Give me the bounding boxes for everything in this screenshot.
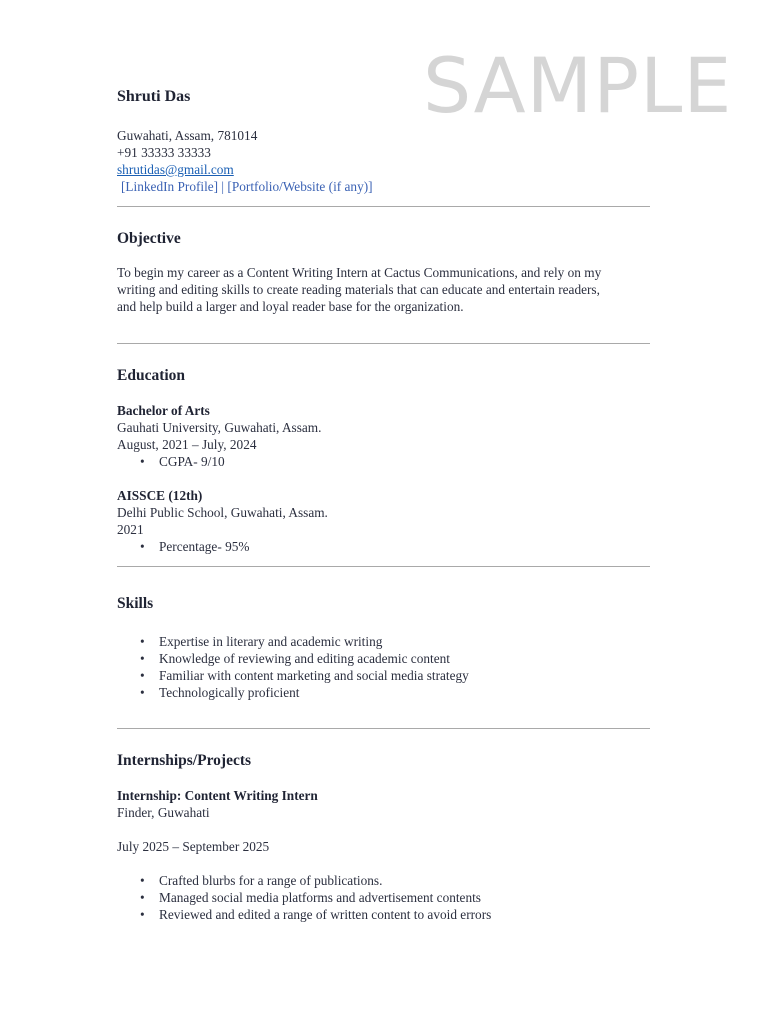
email-link[interactable]: shrutidas@gmail.com xyxy=(117,162,234,177)
bullet-icon: • xyxy=(140,890,145,905)
profile-links[interactable]: [LinkedIn Profile] | [Portfolio/Website (if any)] xyxy=(121,179,373,194)
section-title-education: Education xyxy=(117,367,186,384)
list-item-text: Crafted blurbs for a range of publications. xyxy=(159,873,383,888)
objective-line: and help build a larger and loyal reader base for the organization. xyxy=(117,299,464,314)
bullet-icon: • xyxy=(140,873,145,888)
degree-title: AISSCE (12th) xyxy=(117,488,203,503)
education-bullets xyxy=(117,538,650,555)
skills-list xyxy=(117,633,650,701)
bullet-icon: • xyxy=(140,651,145,666)
candidate-name: Shruti Das xyxy=(117,88,191,105)
divider-objective xyxy=(117,343,650,344)
section-title-skills: Skills xyxy=(117,595,154,612)
list-item xyxy=(117,633,650,650)
bullet-icon: • xyxy=(140,454,145,469)
address: Guwahati, Assam, 781014 xyxy=(117,128,258,143)
dates: 2021 xyxy=(117,522,144,537)
list-item-text: CGPA- 9/10 xyxy=(159,454,225,469)
list-item xyxy=(117,667,650,684)
list-item-text: Expertise in literary and academic writing xyxy=(159,634,383,649)
list-item-text: Percentage- 95% xyxy=(159,539,250,554)
list-item-text: Knowledge of reviewing and editing academic content xyxy=(159,651,450,666)
list-item xyxy=(117,889,650,906)
sample-watermark: SAMPLE xyxy=(423,41,733,130)
list-item-text: Technologically proficient xyxy=(159,685,300,700)
bullet-icon: • xyxy=(140,685,145,700)
list-item-text: Reviewed and edited a range of written content to avoid errors xyxy=(159,907,492,922)
list-item xyxy=(117,453,650,470)
objective-line: To begin my career as a Content Writing Intern at Cactus Communications, and rely on my xyxy=(117,265,602,280)
objective-line: writing and editing skills to create reading materials that can educate and entertain readers, xyxy=(117,282,600,297)
objective-text xyxy=(117,264,650,315)
skills-list-block xyxy=(117,633,650,701)
education-entry-aissce xyxy=(117,487,650,555)
internship-company: Finder, Guwahati xyxy=(117,805,210,820)
list-item-text: Managed social media platforms and advertisement contents xyxy=(159,890,481,905)
internship-bullets xyxy=(117,872,650,923)
internship-role: Internship: Content Writing Intern xyxy=(117,788,318,803)
list-item xyxy=(117,538,650,555)
contact-block xyxy=(117,127,373,195)
divider-education xyxy=(117,566,650,567)
internship-bullets-block xyxy=(117,872,650,923)
list-item xyxy=(117,906,650,923)
bullet-icon: • xyxy=(140,634,145,649)
bullet-icon: • xyxy=(140,668,145,683)
education-entry-bachelor xyxy=(117,402,650,470)
section-title-internships: Internships/Projects xyxy=(117,752,252,769)
education-bullets xyxy=(117,453,650,470)
divider-header xyxy=(117,206,650,207)
section-title-objective: Objective xyxy=(117,230,181,247)
list-item xyxy=(117,872,650,889)
dates: August, 2021 – July, 2024 xyxy=(117,437,257,452)
bullet-icon: • xyxy=(140,539,145,554)
degree-title: Bachelor of Arts xyxy=(117,403,210,418)
list-item-text: Familiar with content marketing and social media strategy xyxy=(159,668,469,683)
divider-skills xyxy=(117,728,650,729)
phone: +91 33333 33333 xyxy=(117,145,211,160)
list-item xyxy=(117,650,650,667)
internship-entry xyxy=(117,787,650,821)
list-item xyxy=(117,684,650,701)
internship-dates: July 2025 – September 2025 xyxy=(117,839,270,854)
institution: Gauhati University, Guwahati, Assam. xyxy=(117,420,322,435)
institution: Delhi Public School, Guwahati, Assam. xyxy=(117,505,328,520)
bullet-icon: • xyxy=(140,907,145,922)
